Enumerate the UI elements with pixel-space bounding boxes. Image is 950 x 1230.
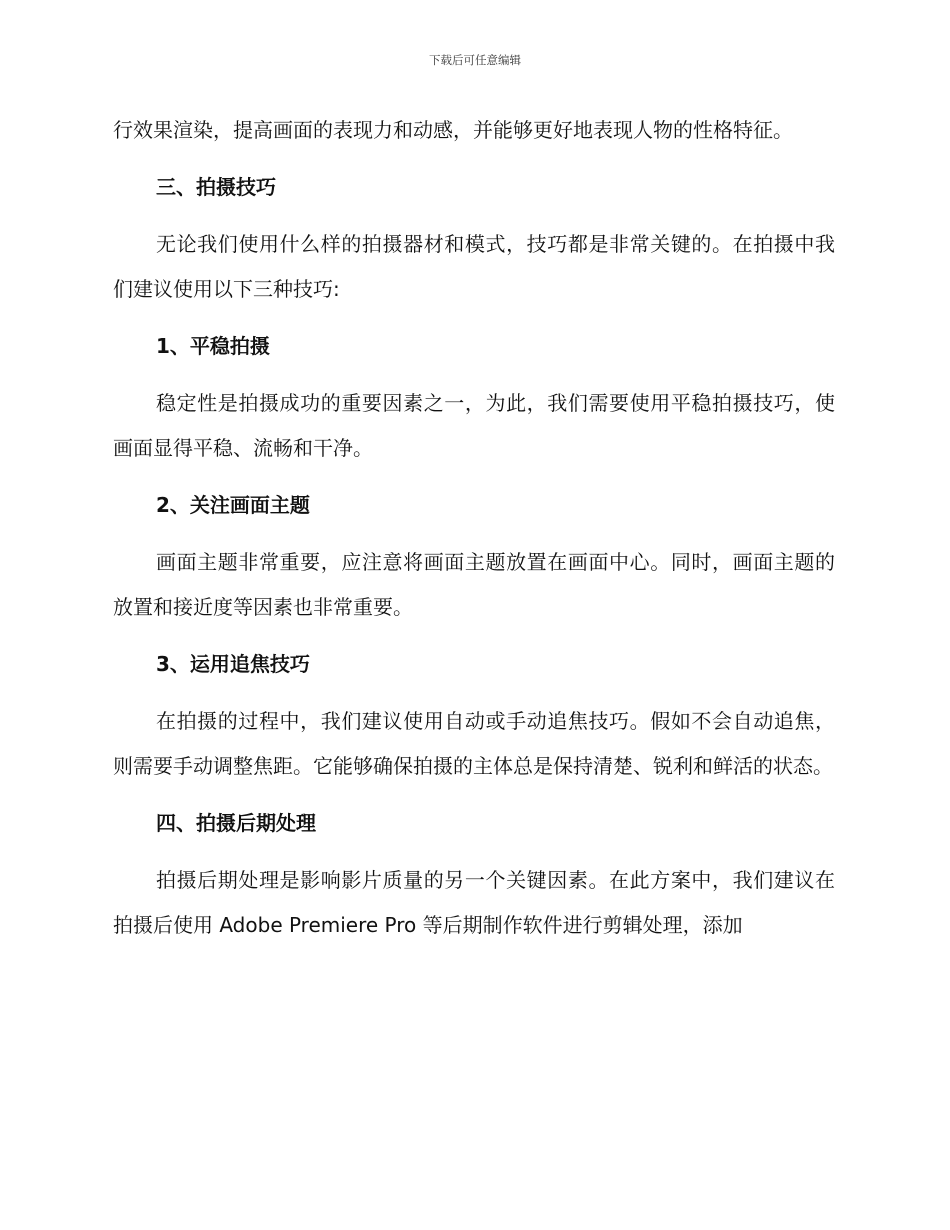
document-body <box>113 108 835 960</box>
heading-tip-1: 1、平稳拍摄 <box>156 334 270 358</box>
heading-section-4: 四、拍摄后期处理 <box>156 811 316 835</box>
heading-tip-3: 3、运用追焦技巧 <box>156 652 310 676</box>
paragraph-tip-1: 稳定性是拍摄成功的重要因素之一，为此，我们需要使用平稳拍摄技巧，使画面显得平稳、流畅和干净。 <box>113 391 835 460</box>
heading-tip-2: 2、关注画面主题 <box>156 493 310 517</box>
paragraph-tip-3: 在拍摄的过程中，我们建议使用自动或手动追焦技巧。假如不会自动追焦，则需要手动调整焦距。它能够确保拍摄的主体总是保持清楚、锐利和鲜活的状态。 <box>113 709 835 778</box>
page-header-note: 下载后可任意编辑 <box>429 53 521 67</box>
heading-section-3: 三、拍摄技巧 <box>156 175 276 199</box>
paragraph-continuation: 行效果渲染，提高画面的表现力和动感，并能够更好地表现人物的性格特征。 <box>113 118 793 142</box>
paragraph-tip-2: 画面主题非常重要，应注意将画面主题放置在画面中心。同时，画面主题的放置和接近度等因素也非常重要。 <box>113 550 835 619</box>
paragraph-section-3-intro: 无论我们使用什么样的拍摄器材和模式，技巧都是非常关键的。在拍摄中我们建议使用以下三种技巧: <box>113 232 835 301</box>
paragraph-section-4: 拍摄后期处理是影响影片质量的另一个关键因素。在此方案中，我们建议在拍摄后使用 Adobe Premiere Pro 等后期制作软件进行剪辑处理，添加 <box>113 868 835 937</box>
